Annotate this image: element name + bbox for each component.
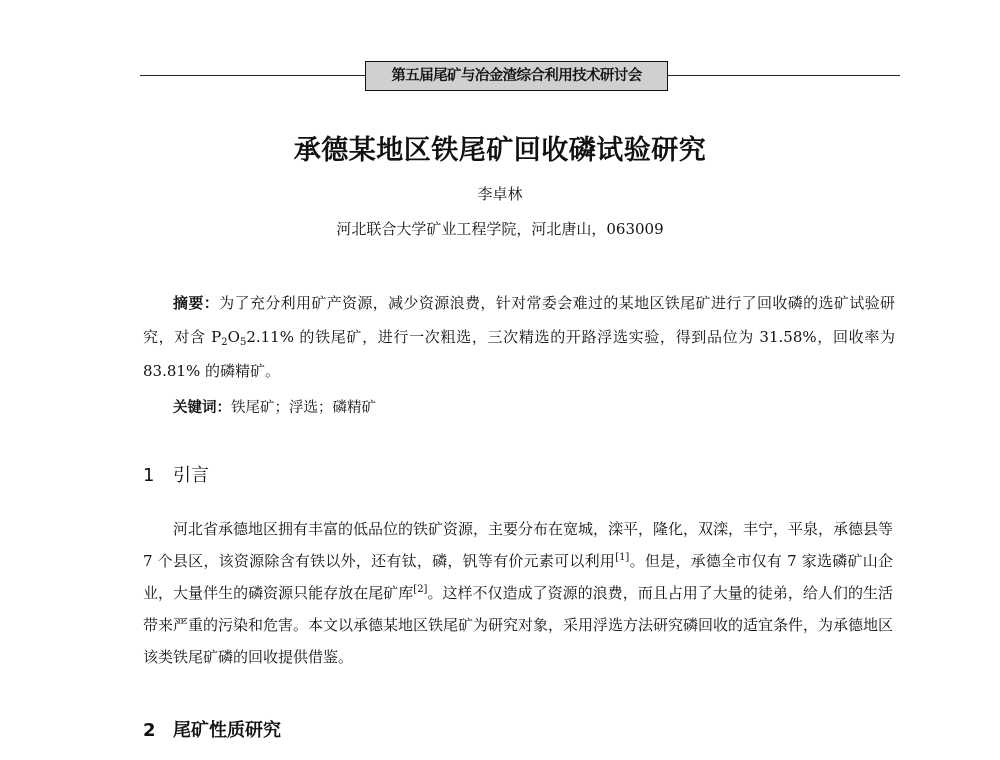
paper-affiliation: 河北联合大学矿业工程学院，河北唐山，063009 [336,220,664,238]
section-number: 1 [143,465,155,486]
abstract-sub-b: 5 [239,337,247,348]
paper-author: 李卓林 [477,185,523,203]
section-title: 引言 [173,465,209,486]
keywords-label: 关键词： [173,400,231,416]
abstract-mid: O [227,328,240,346]
keywords [173,396,376,417]
intro-paragraph [143,513,893,673]
conference-header [140,58,900,90]
abstract-sub-a: 2 [221,337,228,348]
keywords-text: 铁尾矿；浮选；磷精矿 [231,400,376,416]
abstract-text-a: 为了充分利用矿产资源，减少资源浪费，针对常委会难过的某地区铁尾矿进行了回收磷的选矿试验研究，对含 P [143,294,895,346]
abstract-text-b: 2.11% 的铁尾矿，进行一次粗选，三次精选的开路浮选实验，得到品位为 31.58%，回收率为 83.81% 的磷精矿。 [143,328,895,380]
conference-banner: 第五届尾矿与冶金渣综合利用技术研讨会 [365,61,668,91]
citation-1: [1] [615,552,630,563]
paper-title: 承德某地区铁尾矿回收磷试验研究 [293,135,707,166]
section-heading-tailings [143,716,281,742]
citation-2: [2] [413,584,428,595]
intro-text-3: 。这样不仅造成了资源的浪费，而且占用了大量的徒弟，给人们的生活带来严重的污染和危害。本文以承德某地区铁尾矿为研究对象，采用浮选方法研究磷回收的适宜条件，为承德地区该类铁尾矿磷的回收提供借鉴。 [143,584,894,666]
intro-text-1: 河北省承德地区拥有丰富的低品位的铁矿资源，主要分布在宽城，滦平，隆化，双滦，丰宁，平泉，承德县等 7 个县区，该资源除含有铁以外，还有钛，磷，钒等有价元素可以利用 [143,520,894,570]
abstract-label: 摘要： [173,294,220,312]
abstract [143,286,895,388]
header-rule-right [668,75,900,76]
section-title: 尾矿性质研究 [173,720,281,741]
section-heading-intro [143,461,209,487]
header-rule-left [140,75,365,76]
section-number: 2 [143,720,156,741]
intro-text-2: 。但是，承德全市仅有 7 家选磷矿山企业，大量伴生的磷资源只能存放在尾矿库 [143,552,893,602]
